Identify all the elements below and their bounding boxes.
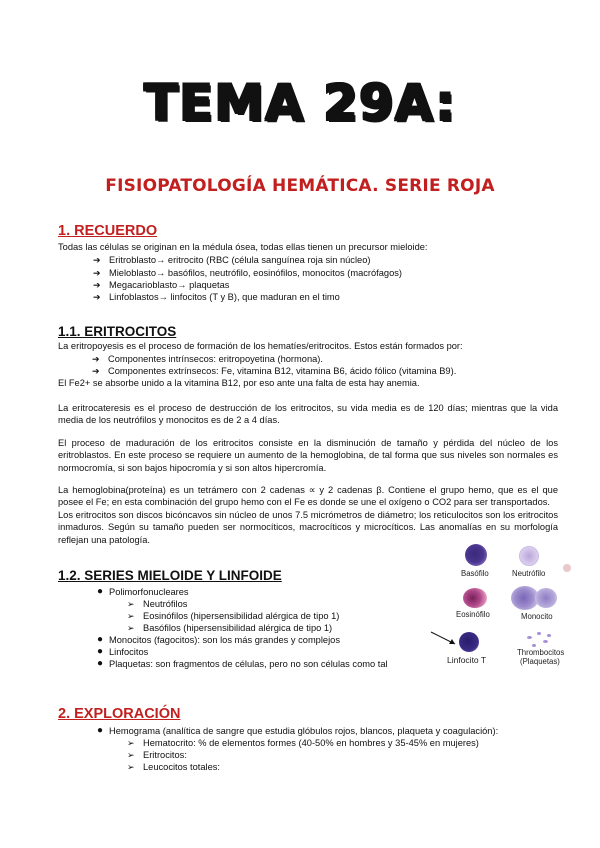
platelet-icon [537,632,541,635]
neutrophil-icon [519,546,539,566]
arrow-icon: ➔ [92,354,100,364]
neutrophil-label: Neutrófilo [512,569,546,578]
list-item: ➢ Leucocitos totales: [127,762,221,772]
lymphocyte-label: Linfocito T [447,655,487,665]
list-item: ➔ Mieloblasto→ basófilos, neutrófilo, eosinófilos, monocitos (macrófagos) [93,268,402,278]
arrow-icon: ➢ [127,623,135,633]
platelet-icon [532,644,536,647]
small-cell-icon [563,564,571,572]
list-item: ➔ Componentes intrínsecos: eritropoyetina (hormona). [92,354,323,364]
bullet-icon: ● [97,586,104,597]
list-item: ● Monocitos (fagocitos): son los más grandes y complejos [97,634,340,645]
arrow-icon: ➔ [93,255,101,265]
list-item: ➢ Eosinófilos (hipersensibilidad alérgica de tipo 1) [127,611,340,621]
bullet-icon: ● [97,634,104,645]
eosinophil-icon [463,588,487,608]
bullet-icon: ● [97,658,104,669]
arrow-icon: ➢ [127,762,135,772]
arrow-icon: ➔ [93,292,101,302]
arrow-icon: ➢ [127,750,135,760]
arrow-icon: ➢ [127,738,135,748]
lymphocyte-icon [459,632,479,652]
section-recuerdo-heading: 1. RECUERDO [58,223,158,239]
pointer-arrow-icon [429,630,459,650]
list-item: ➔ Eritroblasto→ eritrocito (RBC (célula sanguínea roja sin núcleo) [93,255,371,265]
section-exploracion-heading: 2. EXPLORACIÓN [58,706,181,722]
list-item: ● Linfocitos [97,646,149,657]
list-item: ➢ Eritrocitos: [127,750,187,760]
list-item: ➢ Hematocrito: % de elementos formes (40-50% en hombres y 35-45% en mujeres) [127,738,479,748]
paragraph-discos-biconcavos: Los eritrocitos son discos bicóncavos sin núcleo de unos 7.5 micrómetros de diámetro; los reticulocitos son los eritrocitos inmaduros. Según su tamaño pueden ser normocíticos, macrocíticos y microcíticos. Las anomalías en su morfología reflejan una patología. [58,510,558,545]
list-item: ➢ Neutrófilos [127,599,188,609]
paragraph-eritrocateresis: La eritrocateresis es el proceso de destrucción de los eritrocitos, su vida media es de 120 días; mientras que la vida media de los neutrófilos y monocitos es de 2 a 4 días. [58,403,558,426]
list-item: ● Polimorfonucleares [97,586,189,597]
bullet-icon: ● [97,646,104,657]
list-item: ● Hemograma (analítica de sangre que estudia glóbulos rojos, blancos, plaqueta y coagulación): [97,725,499,736]
platelet-icon [547,634,551,637]
list-item: ➔ Linfoblastos→ linfocitos (T y B), que maduran en el timo [93,292,340,302]
basophil-icon [465,544,487,566]
list-item: ● Plaquetas: son fragmentos de células, pero no son células como tal [97,658,388,669]
arrow-icon: ➢ [127,611,135,621]
list-item: ➢ Basófilos (hipersensibilidad alérgica de tipo 1) [127,623,333,633]
arrow-icon: ➔ [93,280,101,290]
document-title: TEMA 29A: [143,74,457,132]
paragraph-fe: El Fe2+ se absorbe unido a la vitamina B12, por eso ante una falta de esta hay anemia. [58,378,420,388]
arrow-icon: ➢ [127,599,135,609]
arrow-icon: ➔ [92,366,100,376]
paragraph-maduracion: El proceso de maduración de los eritrocitos consiste en la disminución de tamaño y pérdida del núcleo de los eritroblastos. En este proceso se requiere un aumento de la hemoglobina, de tal forma que sus niveles son normales es normocromía, si son bajos hipocromía y si son altos hipercromía. [58,438,558,473]
thrombocyte-label: Thrombocitos [517,648,565,657]
document-subtitle: FISIOPATOLOGÍA HEMÁTICA. SERIE ROJA [105,176,495,196]
arrow-icon: ➔ [93,268,101,278]
eosinophil-label: Eosinófilo [456,610,490,619]
monocyte-label: Monocito [521,612,553,621]
eritrocitos-intro: La eritropoyesis es el proceso de formación de los hematíes/eritrocitos. Estos están formados por: [58,341,463,351]
monocyte-icon [535,588,557,608]
basophil-label: Basófilo [461,569,489,578]
list-item: ➔ Megacarioblasto→ plaquetas [93,280,230,290]
platelet-icon [543,640,548,643]
platelet-icon [527,636,532,639]
blood-cells-figure [425,540,575,670]
paragraph-hemoglobina: La hemoglobina(proteína) es un tetrámero con 2 cadenas ∝ y 2 cadenas β. Contiene el grupo hemo, que es el que posee el Fe; en esta combinación del grupo hemo con el Fe es donde se une el oxígeno o CO2 para ser transportados. [58,485,559,508]
bullet-icon: ● [97,725,104,736]
section-series-heading: 1.2. SERIES MIELOIDE Y LINFOIDE [58,568,282,583]
list-item: ➔ Componentes extrínsecos: Fe, vitamina B12, vitamina B6, ácido fólico (vitamina B9). [92,366,457,376]
recuerdo-intro: Todas las células se originan en la médula ósea, todas ellas tienen un precursor mieloide: [58,242,428,252]
section-eritrocitos-heading: 1.1. ERITROCITOS [58,324,177,339]
platelets-label: (Plaquetas) [520,657,560,666]
